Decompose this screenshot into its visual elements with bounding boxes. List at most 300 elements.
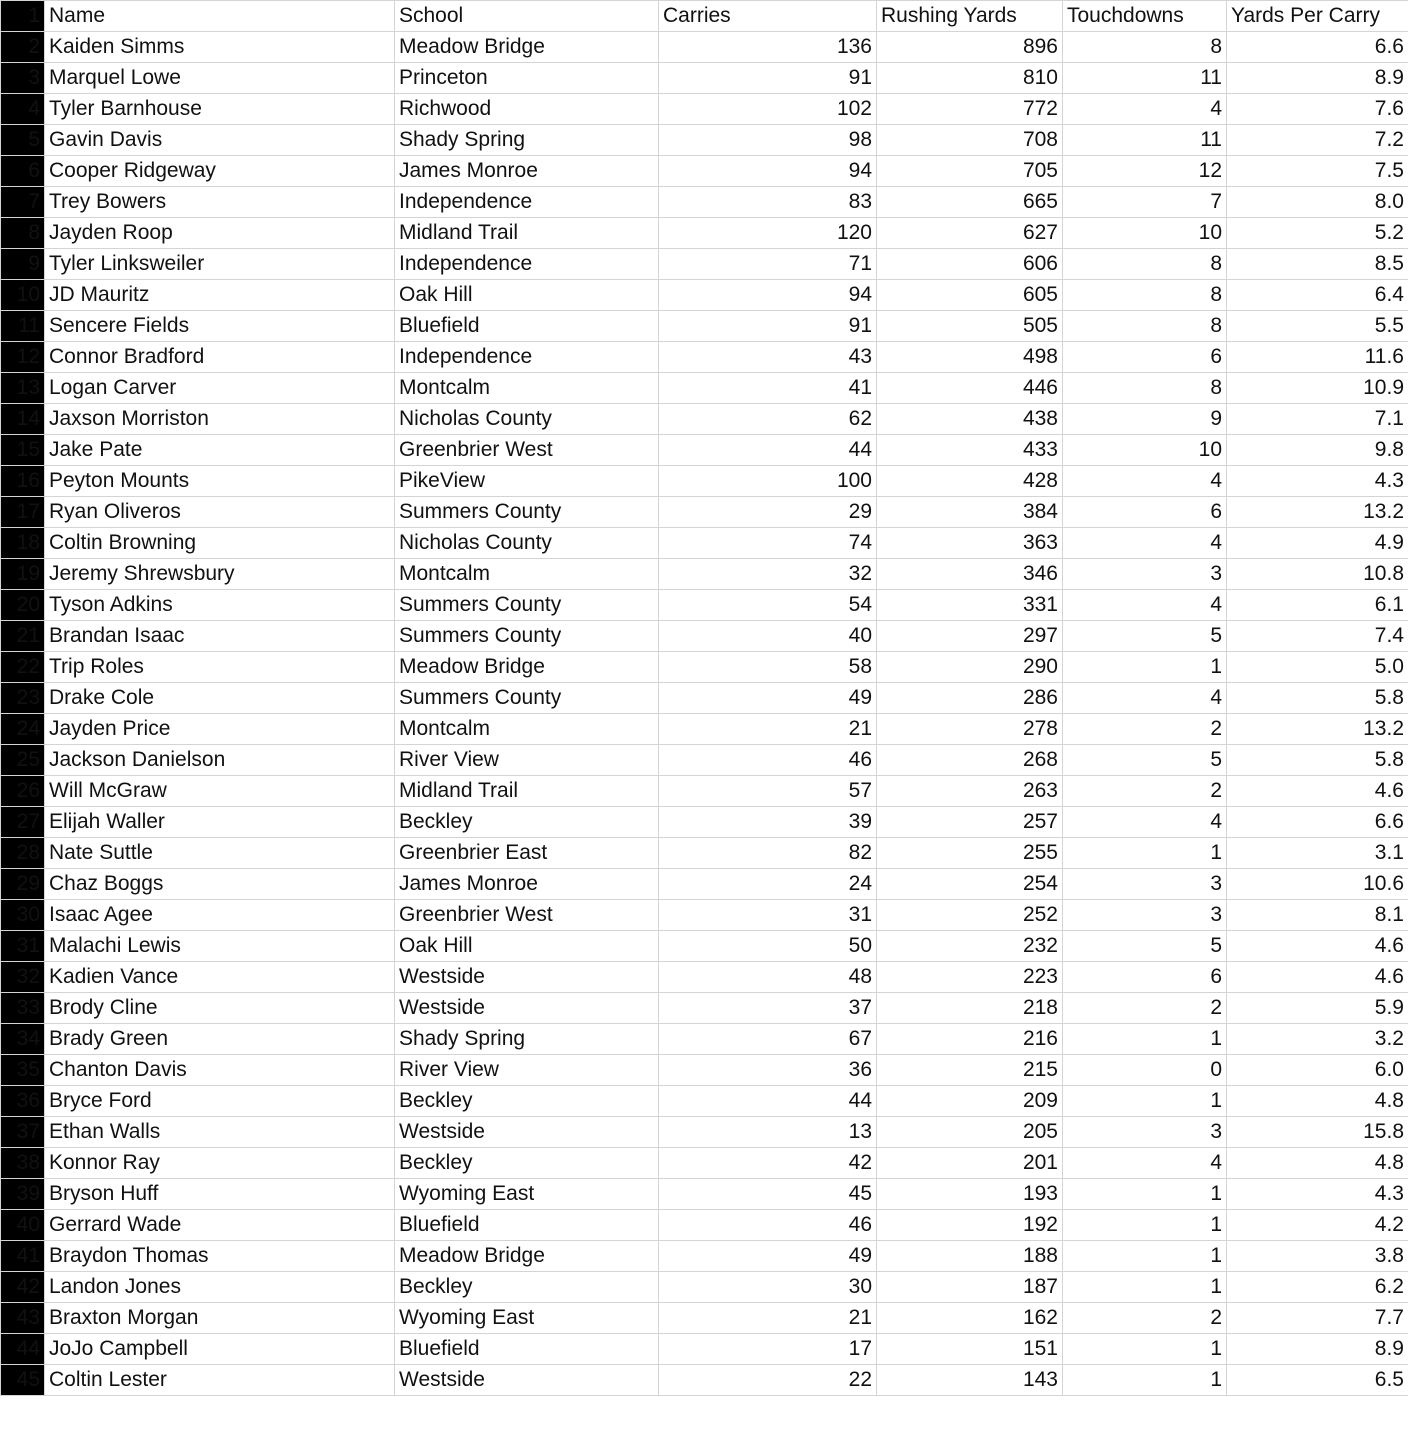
row-number[interactable]: 40	[1, 1210, 45, 1241]
cell-yards-per-carry[interactable]: 5.2	[1227, 218, 1408, 249]
cell-touchdowns[interactable]: 0	[1063, 1055, 1227, 1086]
cell-rushing-yards[interactable]: 665	[877, 187, 1063, 218]
cell-school[interactable]: Independence	[395, 249, 659, 280]
row-number[interactable]: 42	[1, 1272, 45, 1303]
cell-name[interactable]: Bryce Ford	[45, 1086, 395, 1117]
row-number[interactable]: 9	[1, 249, 45, 280]
cell-rushing-yards[interactable]: 257	[877, 807, 1063, 838]
cell-rushing-yards[interactable]: 205	[877, 1117, 1063, 1148]
cell-rushing-yards[interactable]: 223	[877, 962, 1063, 993]
cell-rushing-yards[interactable]: 428	[877, 466, 1063, 497]
cell-yards-per-carry[interactable]: 11.6	[1227, 342, 1408, 373]
cell-carries[interactable]: 91	[659, 63, 877, 94]
cell-carries[interactable]: 91	[659, 311, 877, 342]
cell-carries[interactable]: 32	[659, 559, 877, 590]
cell-rushing-yards[interactable]: 384	[877, 497, 1063, 528]
cell-carries[interactable]: 74	[659, 528, 877, 559]
cell-touchdowns[interactable]: 6	[1063, 342, 1227, 373]
header-cell-rushing-yards[interactable]: Rushing Yards	[877, 1, 1063, 32]
cell-name[interactable]: Jayden Roop	[45, 218, 395, 249]
cell-rushing-yards[interactable]: 151	[877, 1334, 1063, 1365]
cell-school[interactable]: Beckley	[395, 1272, 659, 1303]
cell-rushing-yards[interactable]: 498	[877, 342, 1063, 373]
row-number[interactable]: 4	[1, 94, 45, 125]
cell-name[interactable]: Cooper Ridgeway	[45, 156, 395, 187]
cell-name[interactable]: Brandan Isaac	[45, 621, 395, 652]
cell-school[interactable]: Bluefield	[395, 1334, 659, 1365]
row-number[interactable]: 5	[1, 125, 45, 156]
cell-rushing-yards[interactable]: 232	[877, 931, 1063, 962]
cell-touchdowns[interactable]: 4	[1063, 1148, 1227, 1179]
cell-name[interactable]: Ethan Walls	[45, 1117, 395, 1148]
cell-name[interactable]: Gavin Davis	[45, 125, 395, 156]
row-number[interactable]: 32	[1, 962, 45, 993]
cell-yards-per-carry[interactable]: 5.8	[1227, 683, 1408, 714]
cell-school[interactable]: Princeton	[395, 63, 659, 94]
row-number[interactable]: 45	[1, 1365, 45, 1396]
header-cell-touchdowns[interactable]: Touchdowns	[1063, 1, 1227, 32]
cell-yards-per-carry[interactable]: 6.6	[1227, 32, 1408, 63]
row-number[interactable]: 19	[1, 559, 45, 590]
cell-touchdowns[interactable]: 4	[1063, 683, 1227, 714]
cell-school[interactable]: James Monroe	[395, 156, 659, 187]
cell-touchdowns[interactable]: 3	[1063, 869, 1227, 900]
cell-touchdowns[interactable]: 1	[1063, 1241, 1227, 1272]
cell-name[interactable]: Connor Bradford	[45, 342, 395, 373]
cell-touchdowns[interactable]: 4	[1063, 94, 1227, 125]
cell-rushing-yards[interactable]: 438	[877, 404, 1063, 435]
cell-school[interactable]: Beckley	[395, 1148, 659, 1179]
cell-name[interactable]: Jeremy Shrewsbury	[45, 559, 395, 590]
cell-yards-per-carry[interactable]: 7.1	[1227, 404, 1408, 435]
cell-name[interactable]: Brody Cline	[45, 993, 395, 1024]
cell-rushing-yards[interactable]: 772	[877, 94, 1063, 125]
cell-yards-per-carry[interactable]: 8.1	[1227, 900, 1408, 931]
cell-name[interactable]: Kadien Vance	[45, 962, 395, 993]
row-number[interactable]: 21	[1, 621, 45, 652]
cell-name[interactable]: Nate Suttle	[45, 838, 395, 869]
row-number[interactable]: 25	[1, 745, 45, 776]
cell-name[interactable]: Will McGraw	[45, 776, 395, 807]
cell-rushing-yards[interactable]: 896	[877, 32, 1063, 63]
cell-carries[interactable]: 54	[659, 590, 877, 621]
row-number[interactable]: 29	[1, 869, 45, 900]
cell-school[interactable]: Beckley	[395, 807, 659, 838]
cell-name[interactable]: Peyton Mounts	[45, 466, 395, 497]
cell-name[interactable]: Brady Green	[45, 1024, 395, 1055]
cell-school[interactable]: Westside	[395, 993, 659, 1024]
cell-touchdowns[interactable]: 1	[1063, 1334, 1227, 1365]
cell-rushing-yards[interactable]: 605	[877, 280, 1063, 311]
cell-yards-per-carry[interactable]: 4.3	[1227, 466, 1408, 497]
row-number[interactable]: 39	[1, 1179, 45, 1210]
row-number[interactable]: 8	[1, 218, 45, 249]
cell-school[interactable]: Greenbrier West	[395, 900, 659, 931]
cell-rushing-yards[interactable]: 201	[877, 1148, 1063, 1179]
cell-touchdowns[interactable]: 11	[1063, 125, 1227, 156]
cell-touchdowns[interactable]: 7	[1063, 187, 1227, 218]
row-number[interactable]: 41	[1, 1241, 45, 1272]
cell-carries[interactable]: 24	[659, 869, 877, 900]
cell-carries[interactable]: 44	[659, 1086, 877, 1117]
cell-touchdowns[interactable]: 8	[1063, 249, 1227, 280]
cell-yards-per-carry[interactable]: 7.4	[1227, 621, 1408, 652]
cell-school[interactable]: Westside	[395, 962, 659, 993]
cell-touchdowns[interactable]: 3	[1063, 1117, 1227, 1148]
cell-yards-per-carry[interactable]: 6.4	[1227, 280, 1408, 311]
cell-yards-per-carry[interactable]: 3.1	[1227, 838, 1408, 869]
cell-name[interactable]: Jaxson Morriston	[45, 404, 395, 435]
cell-name[interactable]: Marquel Lowe	[45, 63, 395, 94]
cell-touchdowns[interactable]: 6	[1063, 962, 1227, 993]
cell-carries[interactable]: 82	[659, 838, 877, 869]
cell-carries[interactable]: 39	[659, 807, 877, 838]
row-number[interactable]: 22	[1, 652, 45, 683]
cell-carries[interactable]: 94	[659, 280, 877, 311]
cell-school[interactable]: Summers County	[395, 497, 659, 528]
cell-school[interactable]: Meadow Bridge	[395, 1241, 659, 1272]
cell-school[interactable]: Bluefield	[395, 1210, 659, 1241]
cell-touchdowns[interactable]: 4	[1063, 807, 1227, 838]
cell-touchdowns[interactable]: 3	[1063, 559, 1227, 590]
cell-school[interactable]: Meadow Bridge	[395, 32, 659, 63]
cell-touchdowns[interactable]: 1	[1063, 1086, 1227, 1117]
cell-carries[interactable]: 21	[659, 714, 877, 745]
row-number[interactable]: 37	[1, 1117, 45, 1148]
cell-name[interactable]: Elijah Waller	[45, 807, 395, 838]
cell-carries[interactable]: 45	[659, 1179, 877, 1210]
cell-carries[interactable]: 21	[659, 1303, 877, 1334]
row-number[interactable]: 36	[1, 1086, 45, 1117]
cell-yards-per-carry[interactable]: 8.9	[1227, 63, 1408, 94]
cell-yards-per-carry[interactable]: 6.6	[1227, 807, 1408, 838]
cell-carries[interactable]: 30	[659, 1272, 877, 1303]
cell-touchdowns[interactable]: 5	[1063, 931, 1227, 962]
cell-yards-per-carry[interactable]: 8.0	[1227, 187, 1408, 218]
cell-school[interactable]: Wyoming East	[395, 1179, 659, 1210]
cell-carries[interactable]: 40	[659, 621, 877, 652]
cell-rushing-yards[interactable]: 705	[877, 156, 1063, 187]
cell-carries[interactable]: 100	[659, 466, 877, 497]
cell-touchdowns[interactable]: 8	[1063, 280, 1227, 311]
cell-touchdowns[interactable]: 6	[1063, 497, 1227, 528]
cell-touchdowns[interactable]: 8	[1063, 311, 1227, 342]
cell-carries[interactable]: 71	[659, 249, 877, 280]
cell-yards-per-carry[interactable]: 8.9	[1227, 1334, 1408, 1365]
cell-yards-per-carry[interactable]: 4.6	[1227, 776, 1408, 807]
cell-yards-per-carry[interactable]: 4.9	[1227, 528, 1408, 559]
cell-touchdowns[interactable]: 1	[1063, 1210, 1227, 1241]
cell-school[interactable]: Greenbrier West	[395, 435, 659, 466]
cell-rushing-yards[interactable]: 810	[877, 63, 1063, 94]
cell-carries[interactable]: 50	[659, 931, 877, 962]
cell-carries[interactable]: 48	[659, 962, 877, 993]
cell-carries[interactable]: 67	[659, 1024, 877, 1055]
cell-rushing-yards[interactable]: 363	[877, 528, 1063, 559]
cell-name[interactable]: Coltin Lester	[45, 1365, 395, 1396]
cell-name[interactable]: Braxton Morgan	[45, 1303, 395, 1334]
row-number[interactable]: 1	[1, 1, 45, 32]
row-number[interactable]: 15	[1, 435, 45, 466]
row-number[interactable]: 11	[1, 311, 45, 342]
cell-yards-per-carry[interactable]: 5.5	[1227, 311, 1408, 342]
cell-yards-per-carry[interactable]: 7.6	[1227, 94, 1408, 125]
cell-yards-per-carry[interactable]: 10.6	[1227, 869, 1408, 900]
cell-yards-per-carry[interactable]: 3.2	[1227, 1024, 1408, 1055]
cell-name[interactable]: Chanton Davis	[45, 1055, 395, 1086]
cell-name[interactable]: Jake Pate	[45, 435, 395, 466]
cell-school[interactable]: Oak Hill	[395, 280, 659, 311]
cell-name[interactable]: Tyler Linksweiler	[45, 249, 395, 280]
cell-yards-per-carry[interactable]: 4.3	[1227, 1179, 1408, 1210]
cell-school[interactable]: James Monroe	[395, 869, 659, 900]
cell-rushing-yards[interactable]: 505	[877, 311, 1063, 342]
cell-school[interactable]: Independence	[395, 342, 659, 373]
cell-rushing-yards[interactable]: 255	[877, 838, 1063, 869]
header-cell-name[interactable]: Name	[45, 1, 395, 32]
row-number[interactable]: 24	[1, 714, 45, 745]
cell-name[interactable]: Tyler Barnhouse	[45, 94, 395, 125]
cell-carries[interactable]: 36	[659, 1055, 877, 1086]
cell-school[interactable]: River View	[395, 745, 659, 776]
cell-touchdowns[interactable]: 5	[1063, 621, 1227, 652]
cell-touchdowns[interactable]: 4	[1063, 528, 1227, 559]
cell-touchdowns[interactable]: 4	[1063, 590, 1227, 621]
cell-rushing-yards[interactable]: 143	[877, 1365, 1063, 1396]
cell-carries[interactable]: 46	[659, 1210, 877, 1241]
cell-carries[interactable]: 136	[659, 32, 877, 63]
cell-carries[interactable]: 49	[659, 1241, 877, 1272]
row-number[interactable]: 30	[1, 900, 45, 931]
cell-name[interactable]: JD Mauritz	[45, 280, 395, 311]
cell-rushing-yards[interactable]: 218	[877, 993, 1063, 1024]
cell-touchdowns[interactable]: 2	[1063, 993, 1227, 1024]
cell-rushing-yards[interactable]: 331	[877, 590, 1063, 621]
cell-yards-per-carry[interactable]: 13.2	[1227, 497, 1408, 528]
cell-rushing-yards[interactable]: 187	[877, 1272, 1063, 1303]
cell-school[interactable]: River View	[395, 1055, 659, 1086]
cell-touchdowns[interactable]: 2	[1063, 776, 1227, 807]
cell-name[interactable]: Jayden Price	[45, 714, 395, 745]
cell-carries[interactable]: 43	[659, 342, 877, 373]
row-number[interactable]: 20	[1, 590, 45, 621]
cell-name[interactable]: Landon Jones	[45, 1272, 395, 1303]
cell-name[interactable]: Kaiden Simms	[45, 32, 395, 63]
cell-school[interactable]: Summers County	[395, 590, 659, 621]
row-number[interactable]: 35	[1, 1055, 45, 1086]
cell-school[interactable]: Montcalm	[395, 714, 659, 745]
row-number[interactable]: 28	[1, 838, 45, 869]
cell-name[interactable]: JoJo Campbell	[45, 1334, 395, 1365]
cell-carries[interactable]: 98	[659, 125, 877, 156]
row-number[interactable]: 7	[1, 187, 45, 218]
row-number[interactable]: 43	[1, 1303, 45, 1334]
cell-rushing-yards[interactable]: 192	[877, 1210, 1063, 1241]
row-number[interactable]: 6	[1, 156, 45, 187]
header-cell-yards-per-carry[interactable]: Yards Per Carry	[1227, 1, 1408, 32]
cell-name[interactable]: Chaz Boggs	[45, 869, 395, 900]
cell-carries[interactable]: 22	[659, 1365, 877, 1396]
row-number[interactable]: 38	[1, 1148, 45, 1179]
cell-rushing-yards[interactable]: 278	[877, 714, 1063, 745]
cell-rushing-yards[interactable]: 606	[877, 249, 1063, 280]
cell-rushing-yards[interactable]: 254	[877, 869, 1063, 900]
row-number[interactable]: 17	[1, 497, 45, 528]
cell-touchdowns[interactable]: 10	[1063, 218, 1227, 249]
cell-touchdowns[interactable]: 8	[1063, 32, 1227, 63]
cell-carries[interactable]: 44	[659, 435, 877, 466]
cell-carries[interactable]: 49	[659, 683, 877, 714]
row-number[interactable]: 33	[1, 993, 45, 1024]
cell-yards-per-carry[interactable]: 7.7	[1227, 1303, 1408, 1334]
cell-touchdowns[interactable]: 1	[1063, 1024, 1227, 1055]
cell-rushing-yards[interactable]: 433	[877, 435, 1063, 466]
cell-touchdowns[interactable]: 5	[1063, 745, 1227, 776]
cell-touchdowns[interactable]: 1	[1063, 1272, 1227, 1303]
cell-school[interactable]: Beckley	[395, 1086, 659, 1117]
cell-carries[interactable]: 94	[659, 156, 877, 187]
cell-school[interactable]: Oak Hill	[395, 931, 659, 962]
cell-yards-per-carry[interactable]: 5.0	[1227, 652, 1408, 683]
cell-yards-per-carry[interactable]: 3.8	[1227, 1241, 1408, 1272]
cell-yards-per-carry[interactable]: 15.8	[1227, 1117, 1408, 1148]
cell-touchdowns[interactable]: 12	[1063, 156, 1227, 187]
cell-rushing-yards[interactable]: 263	[877, 776, 1063, 807]
cell-name[interactable]: Trip Roles	[45, 652, 395, 683]
cell-carries[interactable]: 13	[659, 1117, 877, 1148]
cell-touchdowns[interactable]: 1	[1063, 838, 1227, 869]
cell-school[interactable]: Summers County	[395, 621, 659, 652]
header-cell-carries[interactable]: Carries	[659, 1, 877, 32]
cell-school[interactable]: Richwood	[395, 94, 659, 125]
cell-yards-per-carry[interactable]: 5.8	[1227, 745, 1408, 776]
cell-rushing-yards[interactable]: 708	[877, 125, 1063, 156]
cell-yards-per-carry[interactable]: 7.5	[1227, 156, 1408, 187]
cell-rushing-yards[interactable]: 162	[877, 1303, 1063, 1334]
row-number[interactable]: 2	[1, 32, 45, 63]
cell-school[interactable]: Bluefield	[395, 311, 659, 342]
cell-name[interactable]: Konnor Ray	[45, 1148, 395, 1179]
cell-touchdowns[interactable]: 9	[1063, 404, 1227, 435]
cell-carries[interactable]: 102	[659, 94, 877, 125]
cell-touchdowns[interactable]: 8	[1063, 373, 1227, 404]
row-number[interactable]: 34	[1, 1024, 45, 1055]
cell-name[interactable]: Sencere Fields	[45, 311, 395, 342]
cell-name[interactable]: Isaac Agee	[45, 900, 395, 931]
cell-rushing-yards[interactable]: 286	[877, 683, 1063, 714]
cell-name[interactable]: Trey Bowers	[45, 187, 395, 218]
cell-touchdowns[interactable]: 2	[1063, 714, 1227, 745]
cell-carries[interactable]: 17	[659, 1334, 877, 1365]
cell-school[interactable]: Wyoming East	[395, 1303, 659, 1334]
row-number[interactable]: 12	[1, 342, 45, 373]
cell-touchdowns[interactable]: 2	[1063, 1303, 1227, 1334]
cell-touchdowns[interactable]: 1	[1063, 1179, 1227, 1210]
cell-carries[interactable]: 37	[659, 993, 877, 1024]
cell-school[interactable]: Montcalm	[395, 373, 659, 404]
cell-rushing-yards[interactable]: 216	[877, 1024, 1063, 1055]
cell-carries[interactable]: 83	[659, 187, 877, 218]
cell-yards-per-carry[interactable]: 6.5	[1227, 1365, 1408, 1396]
row-number[interactable]: 14	[1, 404, 45, 435]
cell-school[interactable]: Independence	[395, 187, 659, 218]
cell-carries[interactable]: 58	[659, 652, 877, 683]
cell-yards-per-carry[interactable]: 4.8	[1227, 1148, 1408, 1179]
cell-yards-per-carry[interactable]: 5.9	[1227, 993, 1408, 1024]
cell-carries[interactable]: 46	[659, 745, 877, 776]
row-number[interactable]: 44	[1, 1334, 45, 1365]
cell-yards-per-carry[interactable]: 10.9	[1227, 373, 1408, 404]
cell-name[interactable]: Coltin Browning	[45, 528, 395, 559]
row-number[interactable]: 31	[1, 931, 45, 962]
cell-yards-per-carry[interactable]: 7.2	[1227, 125, 1408, 156]
cell-touchdowns[interactable]: 4	[1063, 466, 1227, 497]
cell-rushing-yards[interactable]: 188	[877, 1241, 1063, 1272]
header-cell-school[interactable]: School	[395, 1, 659, 32]
cell-name[interactable]: Bryson Huff	[45, 1179, 395, 1210]
row-number[interactable]: 23	[1, 683, 45, 714]
cell-name[interactable]: Malachi Lewis	[45, 931, 395, 962]
row-number[interactable]: 10	[1, 280, 45, 311]
cell-rushing-yards[interactable]: 193	[877, 1179, 1063, 1210]
cell-yards-per-carry[interactable]: 4.6	[1227, 931, 1408, 962]
cell-rushing-yards[interactable]: 252	[877, 900, 1063, 931]
cell-touchdowns[interactable]: 10	[1063, 435, 1227, 466]
row-number[interactable]: 18	[1, 528, 45, 559]
cell-school[interactable]: PikeView	[395, 466, 659, 497]
cell-rushing-yards[interactable]: 268	[877, 745, 1063, 776]
cell-school[interactable]: Greenbrier East	[395, 838, 659, 869]
cell-school[interactable]: Westside	[395, 1365, 659, 1396]
cell-name[interactable]: Gerrard Wade	[45, 1210, 395, 1241]
cell-carries[interactable]: 41	[659, 373, 877, 404]
cell-school[interactable]: Meadow Bridge	[395, 652, 659, 683]
cell-rushing-yards[interactable]: 627	[877, 218, 1063, 249]
cell-yards-per-carry[interactable]: 4.6	[1227, 962, 1408, 993]
cell-carries[interactable]: 57	[659, 776, 877, 807]
cell-carries[interactable]: 42	[659, 1148, 877, 1179]
cell-name[interactable]: Drake Cole	[45, 683, 395, 714]
row-number[interactable]: 26	[1, 776, 45, 807]
cell-carries[interactable]: 62	[659, 404, 877, 435]
cell-yards-per-carry[interactable]: 6.1	[1227, 590, 1408, 621]
cell-touchdowns[interactable]: 11	[1063, 63, 1227, 94]
cell-school[interactable]: Midland Trail	[395, 218, 659, 249]
cell-name[interactable]: Tyson Adkins	[45, 590, 395, 621]
cell-school[interactable]: Montcalm	[395, 559, 659, 590]
cell-yards-per-carry[interactable]: 4.8	[1227, 1086, 1408, 1117]
cell-touchdowns[interactable]: 3	[1063, 900, 1227, 931]
cell-yards-per-carry[interactable]: 6.0	[1227, 1055, 1408, 1086]
row-number[interactable]: 27	[1, 807, 45, 838]
cell-carries[interactable]: 31	[659, 900, 877, 931]
row-number[interactable]: 16	[1, 466, 45, 497]
cell-yards-per-carry[interactable]: 13.2	[1227, 714, 1408, 745]
cell-school[interactable]: Nicholas County	[395, 528, 659, 559]
cell-name[interactable]: Ryan Oliveros	[45, 497, 395, 528]
cell-school[interactable]: Westside	[395, 1117, 659, 1148]
cell-yards-per-carry[interactable]: 6.2	[1227, 1272, 1408, 1303]
cell-name[interactable]: Jackson Danielson	[45, 745, 395, 776]
cell-yards-per-carry[interactable]: 8.5	[1227, 249, 1408, 280]
cell-carries[interactable]: 29	[659, 497, 877, 528]
cell-school[interactable]: Summers County	[395, 683, 659, 714]
cell-school[interactable]: Shady Spring	[395, 1024, 659, 1055]
cell-yards-per-carry[interactable]: 9.8	[1227, 435, 1408, 466]
cell-yards-per-carry[interactable]: 10.8	[1227, 559, 1408, 590]
cell-name[interactable]: Logan Carver	[45, 373, 395, 404]
cell-name[interactable]: Braydon Thomas	[45, 1241, 395, 1272]
